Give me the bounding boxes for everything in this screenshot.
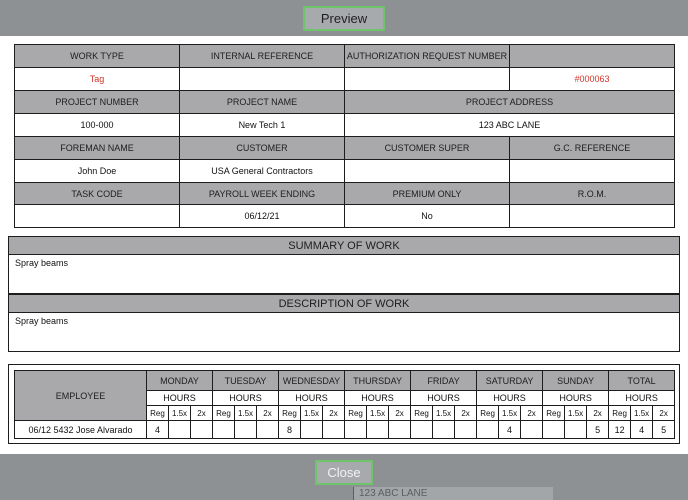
reg-label: Reg xyxy=(279,406,301,421)
reg-label: Reg xyxy=(345,406,367,421)
preview-button[interactable]: Preview xyxy=(303,6,385,31)
internal-reference-label: INTERNAL REFERENCE xyxy=(180,45,345,68)
reg-label: Reg xyxy=(543,406,565,421)
dt-label: 2x xyxy=(653,406,675,421)
monday-reg-hours: 4 xyxy=(147,421,169,439)
wednesday-reg-hours: 8 xyxy=(279,421,301,439)
project-number-label: PROJECT NUMBER xyxy=(15,91,180,114)
friday-ot-hours xyxy=(433,421,455,439)
premium-only-value: No xyxy=(345,205,510,228)
day-sunday: SUNDAY xyxy=(543,371,609,391)
tuesday-ot-hours xyxy=(235,421,257,439)
project-number-value: 100-000 xyxy=(15,114,180,137)
header-blank-cell xyxy=(510,45,675,68)
dt-label: 2x xyxy=(257,406,279,421)
ticket-number: #000063 xyxy=(510,68,675,91)
ot-label: 1.5x xyxy=(499,406,521,421)
reg-label: Reg xyxy=(213,406,235,421)
ot-label: 1.5x xyxy=(169,406,191,421)
hours-label: HOURS xyxy=(279,391,345,406)
customer-super-label: CUSTOMER SUPER xyxy=(345,137,510,160)
summary-of-work-text: Spray beams xyxy=(15,258,69,268)
saturday-ot-hours: 4 xyxy=(499,421,521,439)
dialog-top-bar xyxy=(0,0,688,36)
rom-label: R.O.M. xyxy=(510,183,675,205)
description-of-work-title: DESCRIPTION OF WORK xyxy=(9,295,679,313)
hours-label: HOURS xyxy=(345,391,411,406)
total-reg-hours: 12 xyxy=(609,421,631,439)
dt-label: 2x xyxy=(389,406,411,421)
close-button[interactable]: Close xyxy=(315,460,373,485)
day-friday: FRIDAY xyxy=(411,371,477,391)
authorization-request-label: AUTHORIZATION REQUEST NUMBER xyxy=(345,45,510,68)
thursday-reg-hours xyxy=(345,421,367,439)
project-address-value: 123 ABC LANE xyxy=(345,114,675,137)
employee-name: 06/12 5432 Jose Alvarado xyxy=(15,421,147,439)
friday-dt-hours xyxy=(455,421,477,439)
task-code-label: TASK CODE xyxy=(15,183,180,205)
hours-label: HOURS xyxy=(411,391,477,406)
payroll-week-ending-label: PAYROLL WEEK ENDING xyxy=(180,183,345,205)
work-ticket-sheet xyxy=(0,36,688,454)
summary-of-work-title: SUMMARY OF WORK xyxy=(9,237,679,255)
hours-label: HOURS xyxy=(213,391,279,406)
employee-label: EMPLOYEE xyxy=(15,371,147,421)
dt-label: 2x xyxy=(521,406,543,421)
day-thursday: THURSDAY xyxy=(345,371,411,391)
employee-hours-table xyxy=(14,370,675,439)
ot-label: 1.5x xyxy=(235,406,257,421)
monday-ot-hours xyxy=(169,421,191,439)
hours-label: HOURS xyxy=(147,391,213,406)
ot-label: 1.5x xyxy=(301,406,323,421)
dt-label: 2x xyxy=(191,406,213,421)
thursday-ot-hours xyxy=(367,421,389,439)
total-dt-hours: 5 xyxy=(653,421,675,439)
ot-label: 1.5x xyxy=(565,406,587,421)
hours-label: HOURS xyxy=(477,391,543,406)
customer-super-value xyxy=(345,160,510,183)
reg-label: Reg xyxy=(477,406,499,421)
sunday-reg-hours xyxy=(543,421,565,439)
wednesday-dt-hours xyxy=(323,421,345,439)
dt-label: 2x xyxy=(455,406,477,421)
gc-reference-label: G.C. REFERENCE xyxy=(510,137,675,160)
tuesday-dt-hours xyxy=(257,421,279,439)
rom-value xyxy=(510,205,675,228)
sunday-ot-hours xyxy=(565,421,587,439)
dialog-bottom-bar xyxy=(0,454,688,500)
saturday-reg-hours xyxy=(477,421,499,439)
day-wednesday: WEDNESDAY xyxy=(279,371,345,391)
task-code-value xyxy=(15,205,180,228)
reg-label: Reg xyxy=(411,406,433,421)
tuesday-reg-hours xyxy=(213,421,235,439)
ticket-info-table xyxy=(14,44,675,228)
description-of-work-section xyxy=(8,294,680,352)
ot-label: 1.5x xyxy=(631,406,653,421)
work-type-label: WORK TYPE xyxy=(15,45,180,68)
hours-label: HOURS xyxy=(543,391,609,406)
internal-reference-value xyxy=(180,68,345,91)
dt-label: 2x xyxy=(323,406,345,421)
day-tuesday: TUESDAY xyxy=(213,371,279,391)
project-name-value: New Tech 1 xyxy=(180,114,345,137)
ot-label: 1.5x xyxy=(433,406,455,421)
monday-dt-hours xyxy=(191,421,213,439)
project-name-label: PROJECT NAME xyxy=(180,91,345,114)
thursday-dt-hours xyxy=(389,421,411,439)
description-of-work-text: Spray beams xyxy=(15,316,69,326)
reg-label: Reg xyxy=(609,406,631,421)
saturday-dt-hours xyxy=(521,421,543,439)
work-type-value: Tag xyxy=(15,68,180,91)
wednesday-ot-hours xyxy=(301,421,323,439)
payroll-week-ending-value: 06/12/21 xyxy=(180,205,345,228)
customer-label: CUSTOMER xyxy=(180,137,345,160)
day-total: TOTAL xyxy=(609,371,675,391)
foreman-name-value: John Doe xyxy=(15,160,180,183)
hours-label: HOURS xyxy=(609,391,675,406)
day-saturday: SATURDAY xyxy=(477,371,543,391)
background-address-field: 123 ABC LANE xyxy=(353,487,553,500)
reg-label: Reg xyxy=(147,406,169,421)
day-monday: MONDAY xyxy=(147,371,213,391)
gc-reference-value xyxy=(510,160,675,183)
premium-only-label: PREMIUM ONLY xyxy=(345,183,510,205)
summary-of-work-section xyxy=(8,236,680,294)
customer-value: USA General Contractors xyxy=(180,160,345,183)
authorization-request-value xyxy=(345,68,510,91)
dt-label: 2x xyxy=(587,406,609,421)
foreman-name-label: FOREMAN NAME xyxy=(15,137,180,160)
sunday-dt-hours: 5 xyxy=(587,421,609,439)
project-address-label: PROJECT ADDRESS xyxy=(345,91,675,114)
ot-label: 1.5x xyxy=(367,406,389,421)
friday-reg-hours xyxy=(411,421,433,439)
total-ot-hours: 4 xyxy=(631,421,653,439)
